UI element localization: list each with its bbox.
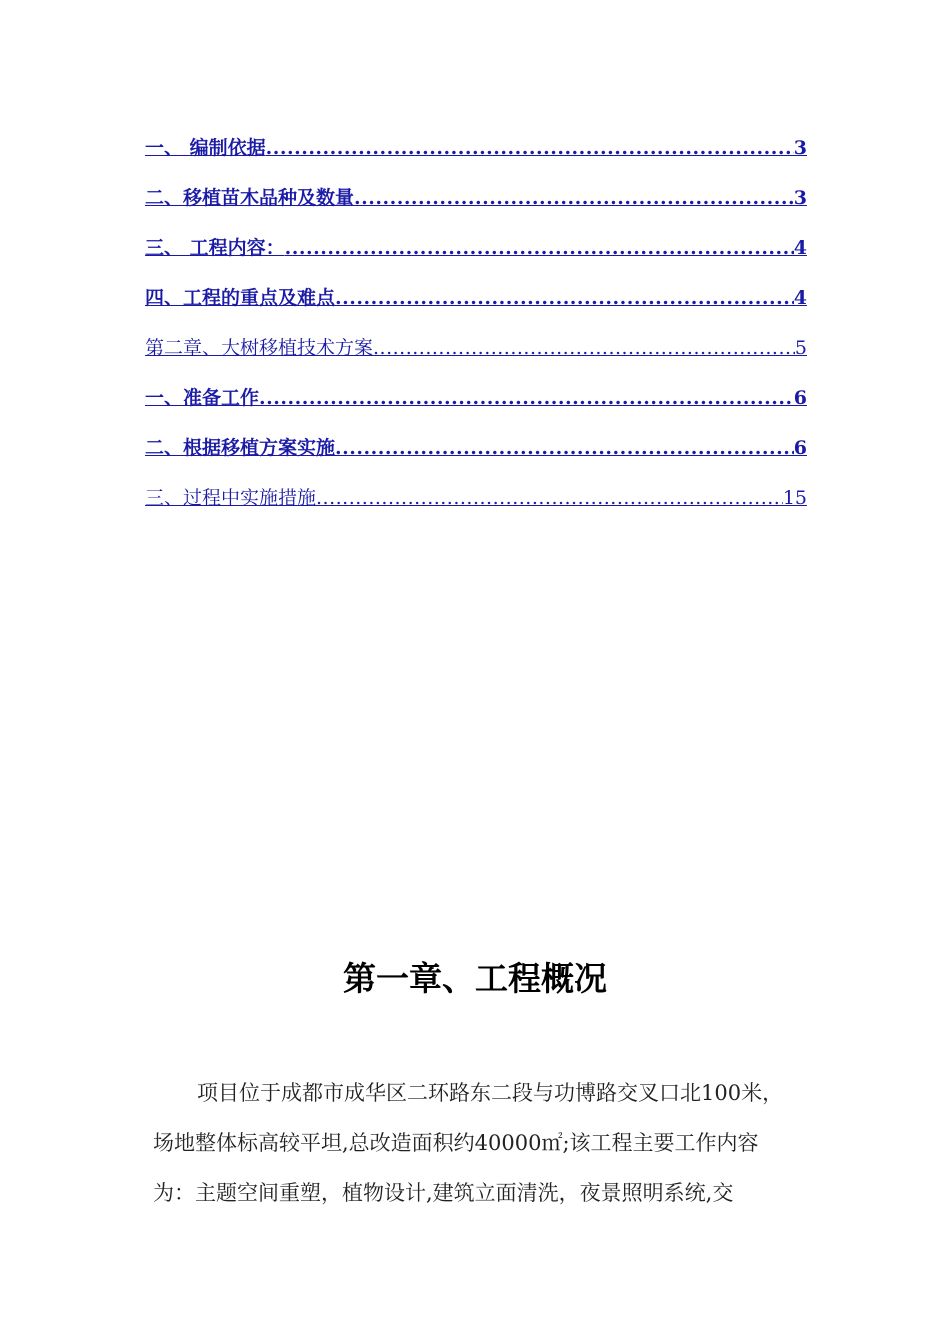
toc-leader-dots <box>285 236 794 270</box>
toc-entry-page: 15 <box>782 487 807 509</box>
toc-entry-label: 三、过程中实施措施 <box>145 487 317 509</box>
body-line: 场地整体标高较平坦,总改造面积约40000㎡;该工程主要工作内容 <box>153 1131 759 1155</box>
toc-entry-compilation-basis[interactable] <box>145 120 807 170</box>
toc-leader-dots <box>335 286 794 320</box>
toc-entry-key-difficulties[interactable] <box>145 270 807 320</box>
body-line: 为：主题空间重塑，植物设计,建筑立面清洗，夜景照明系统,交 <box>153 1181 734 1205</box>
body-paragraph <box>153 1068 803 1218</box>
toc-entry-page: 3 <box>793 137 807 159</box>
toc-entry-label: 二、根据移植方案实施 <box>145 437 336 459</box>
toc-leader-dots <box>373 336 795 370</box>
toc-entry-page: 6 <box>793 387 807 409</box>
toc-entry-label: 三、 工程内容： <box>145 237 285 259</box>
toc-entry-page: 6 <box>793 437 807 459</box>
toc-entry-preparation[interactable] <box>145 370 807 420</box>
table-of-contents <box>145 120 807 520</box>
body-line: 项目位于成都市成华区二环路东二段与功博路交叉口北100米， <box>197 1081 784 1105</box>
toc-entry-page: 5 <box>794 337 807 359</box>
toc-entry-page: 3 <box>793 187 807 209</box>
toc-entry-seedling-varieties[interactable] <box>145 170 807 220</box>
toc-entry-label: 第二章、大树移植技术方案 <box>145 337 374 359</box>
toc-entry-label: 二、移植苗木品种及数量 <box>145 187 355 209</box>
toc-entry-implementation[interactable] <box>145 420 807 470</box>
toc-entry-label: 一、准备工作 <box>145 387 260 409</box>
toc-leader-dots <box>266 136 794 170</box>
toc-entry-label: 一、 编制依据 <box>145 137 266 159</box>
toc-entry-page: 4 <box>793 237 807 259</box>
toc-entry-project-content[interactable] <box>145 220 807 270</box>
toc-leader-dots <box>354 186 794 220</box>
toc-leader-dots <box>316 486 783 520</box>
toc-leader-dots <box>259 386 794 420</box>
toc-entry-chapter-two[interactable] <box>145 320 807 370</box>
toc-leader-dots <box>335 436 794 470</box>
chapter-title: 第一章、工程概况 <box>343 959 607 998</box>
toc-entry-process-measures[interactable] <box>145 470 807 520</box>
toc-entry-label: 四、工程的重点及难点 <box>145 287 336 309</box>
toc-entry-page: 4 <box>793 287 807 309</box>
